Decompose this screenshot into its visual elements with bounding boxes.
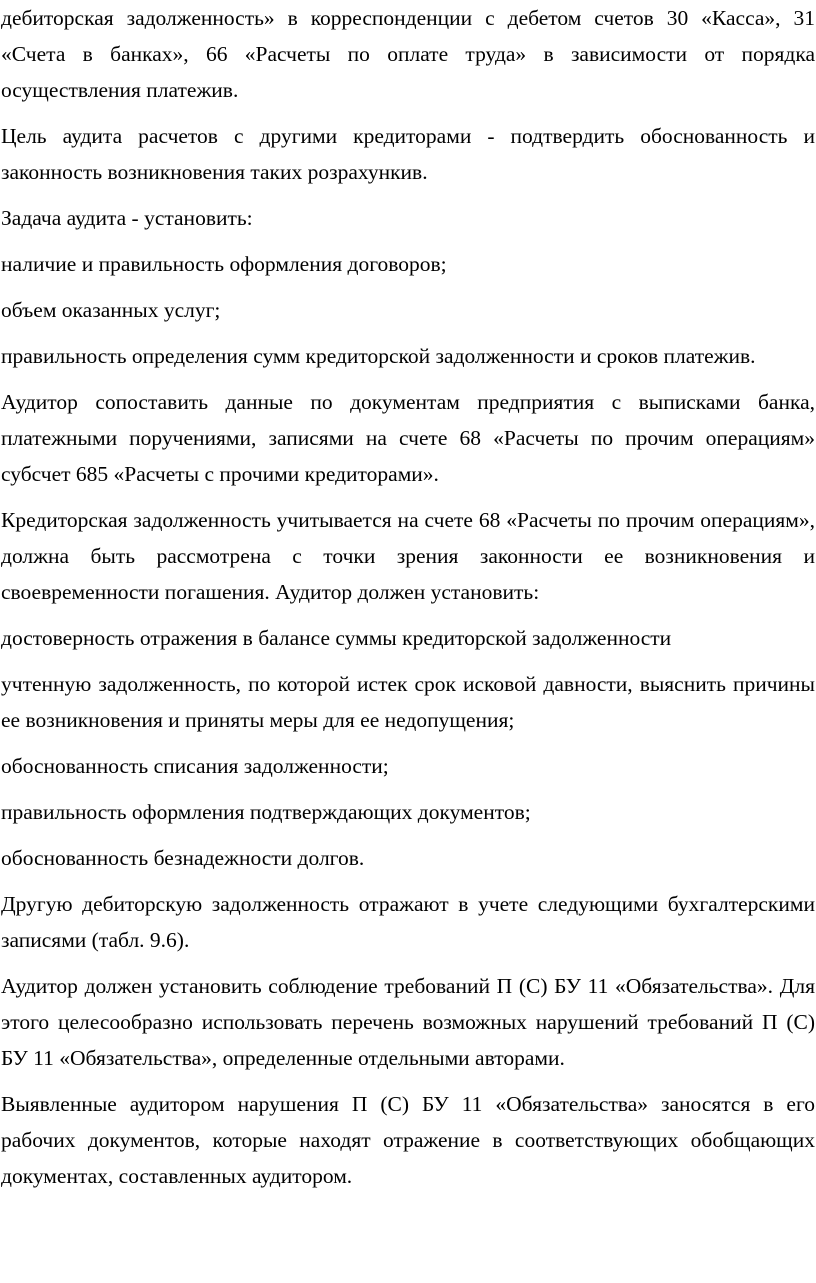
paragraph-standard-compliance: Аудитор должен установить соблюдение требований П (С) БУ 11 «Обязательства». Для этого целесообразно использовать перечень возможных нарушений требований П (С) БУ 11 «Обязательства», определенные отдельными авторами. [1,974,815,1070]
paragraph-continued-accounts: дебиторская задолженность» в корреспонденции с дебетом счетов 30 «Касса», 31 «Счета в банках», 66 «Расчеты по оплате труда» в зависимости от порядка осуществления платежив. [1,6,815,102]
list-item-bad-debts: обоснованность безнадежности долгов. [1,846,365,870]
list-item-supporting-docs: правильность оформления подтверждающих документов; [1,800,531,824]
paragraph-other-receivables: Другую дебиторскую задолженность отражают в учете следующими бухгалтерскими записями (табл. 9.6). [1,892,815,952]
list-item-balance-reliability: достоверность отражения в балансе суммы кредиторской задолженности [1,626,672,650]
paragraph-violations-recorded: Выявленные аудитором нарушения П (С) БУ 11 «Обязательства» заносятся в его рабочих документов, которые находят отражение в соответствующих обобщающих документах, составленных аудитором. [1,1092,815,1188]
list-item-services-volume: объем оказанных услуг; [1,298,221,322]
list-item-write-off: обоснованность списания задолженности; [1,754,389,778]
list-item-payable-amounts: правильность определения сумм кредиторской задолженности и сроков платежив. [1,344,756,368]
paragraph-payables-account: Кредиторская задолженность учитывается на счете 68 «Расчеты по прочим операциям», должна быть рассмотрена с точки зрения законности ее возникновения и своевременности погашения. Аудитор должен установить: [1,508,815,604]
paragraph-audit-task: Задача аудита - установить: [1,206,253,230]
paragraph-auditor-compare: Аудитор сопоставить данные по документам предприятия с выписками банка, платежными поручениями, записями на счете 68 «Расчеты по прочим операциям» субсчет 685 «Расчеты с прочими кредиторами». [1,390,815,486]
list-item-contracts: наличие и правильность оформления договоров; [1,252,447,276]
paragraph-audit-goal: Цель аудита расчетов с другими кредиторами - подтвердить обоснованность и законность возникновения таких розрахункив. [1,124,815,184]
list-item-limitation-period: учтенную задолженность, по которой истек срок исковой давности, выяснить причины ее возникновения и приняты меры для ее недопущения; [1,672,815,732]
